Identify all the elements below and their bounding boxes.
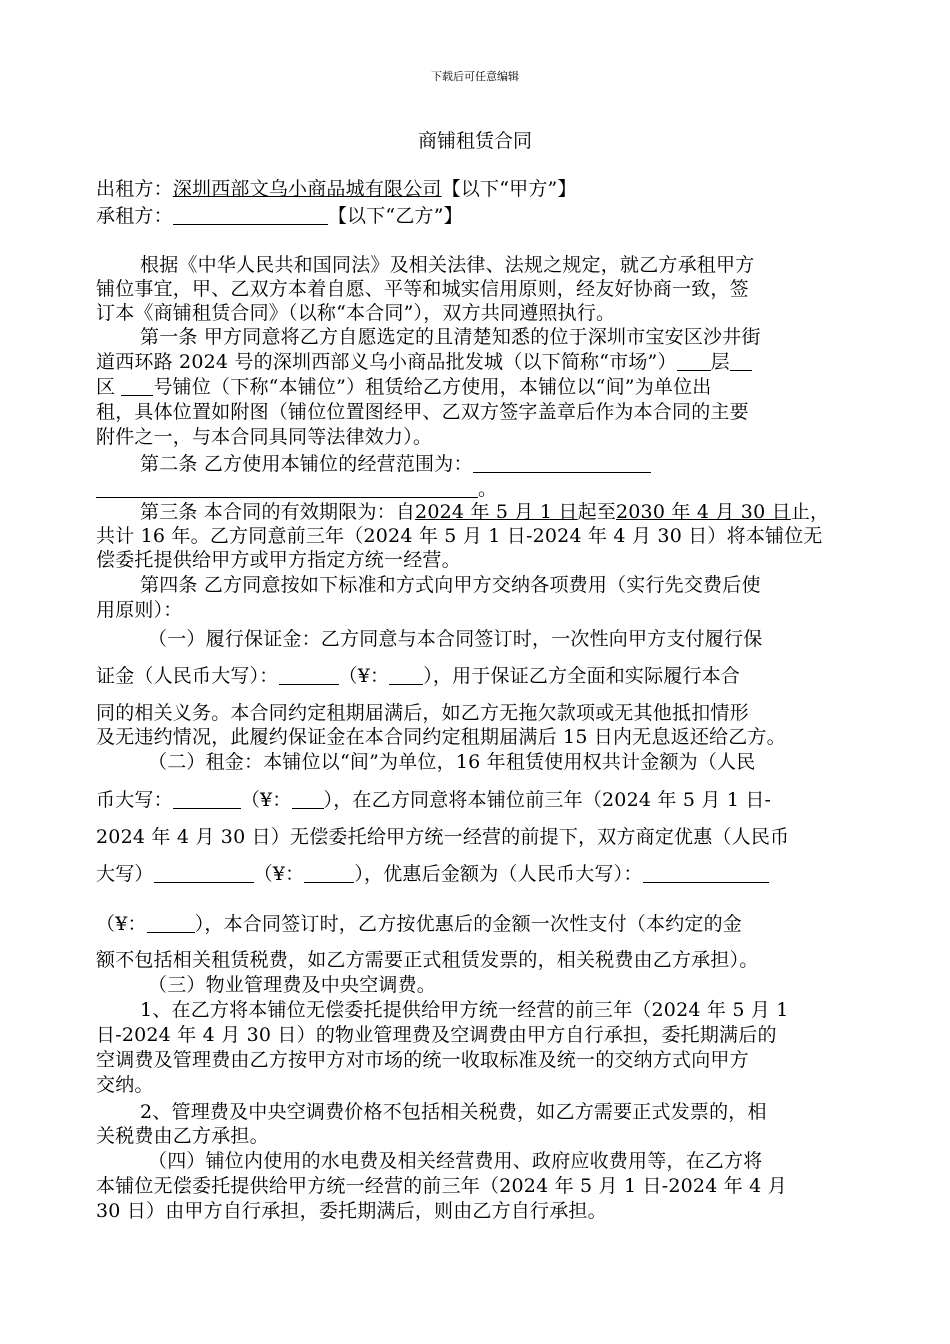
page-title: 商铺租赁合同 xyxy=(417,130,532,152)
start-date: 2024 年 5 月 1 日 xyxy=(415,501,578,523)
text-line: 订本《商铺租赁合同》（以称“本合同”），双方共同遵照执行。 xyxy=(96,302,616,324)
text-segment: ），本合同签订时，乙方按优惠后的金额一次性支付（本约定的金 xyxy=(194,913,743,935)
zone-blank xyxy=(730,351,752,371)
text-segment: （¥： xyxy=(338,665,390,687)
text-line: 及无违约情况，此履约保证金在本合同约定租期届满后 15 日内无息返还给乙方。 xyxy=(96,726,786,748)
lessee-blank xyxy=(173,205,328,225)
text-line xyxy=(140,449,651,476)
text-line: 同的相关义务。本合同约定租期届满后，如乙方无拖欠款项或无其他抵扣情形 xyxy=(96,702,749,724)
end-date: 2030 年 4 月 30 日 xyxy=(615,501,791,523)
discount-words-blank xyxy=(154,863,254,883)
text-line: 共计 16 年。乙方同意前三年（2024 年 5 月 1 日-2024 年 4 月 30 日）将本铺位无 xyxy=(96,525,823,547)
lessee-suffix: 【以下“乙方”】 xyxy=(327,205,463,227)
text-segment: 号铺位（下称“本铺位”）租赁给乙方使用，本铺位以“间”为单位出 xyxy=(153,376,712,398)
text-line xyxy=(96,785,771,812)
business-scope-blank-2 xyxy=(96,478,478,498)
lessor-suffix: 【以下“甲方”】 xyxy=(441,178,577,200)
text-segment: ），在乙方同意将本铺位前三年（2024 年 5 月 1 日- xyxy=(323,789,772,811)
text-line: 铺位事宜，甲、乙双方本着自愿、平等和城实信用原则，经友好协商一致，签 xyxy=(96,278,749,300)
text-line xyxy=(96,372,712,399)
text-segment: 证金（人民币大写）： xyxy=(96,665,279,687)
text-segment: （¥： xyxy=(253,863,305,885)
text-segment: 区 xyxy=(96,376,116,398)
floor-blank xyxy=(677,351,711,371)
lessor-name: 深圳西部文乌小商品城有限公司 xyxy=(172,178,442,200)
text-line: （三）物业管理费及中央空调费。 xyxy=(148,974,437,996)
text-line: 附件之一，与本合同具同等法律效力）。 xyxy=(96,426,433,448)
text-segment: ），用于保证乙方全面和实际履行本合 xyxy=(423,665,741,687)
text-line: 1、在乙方将本铺位无偿委托提供给甲方统一经营的前三年（2024 年 5 月 1 xyxy=(140,999,789,1021)
header-note: 下载后可任意编辑 xyxy=(431,70,519,83)
text-line xyxy=(96,909,742,936)
final-amount-blank xyxy=(147,913,195,933)
lessor-line xyxy=(96,174,577,201)
deposit-amount-blank xyxy=(389,665,423,685)
text-segment: 第三条 本合同的有效期限为：自 xyxy=(140,501,416,523)
lessor-label: 出租方： xyxy=(96,178,173,200)
text-segment: 层 xyxy=(710,351,730,373)
text-line: 第一条 甲方同意将乙方自愿选定的且清楚知悉的位于深圳市宝安区沙井街 xyxy=(140,326,761,348)
text-segment: 起至 xyxy=(577,501,616,523)
number-blank xyxy=(121,376,153,396)
text-segment: （¥： xyxy=(96,913,147,935)
text-segment: 。 xyxy=(478,478,498,500)
text-line: 本铺位无偿委托提供给甲方统一经营的前三年（2024 年 5 月 1 日-2024 年 4 月 xyxy=(96,1175,787,1197)
text-segment: 第二条 乙方使用本铺位的经营范围为： xyxy=(140,453,473,475)
text-line: 2024 年 4 月 30 日）无偿委托给甲方统一经营的前提下，双方商定优惠（人民币 xyxy=(96,826,790,848)
final-words-blank xyxy=(643,863,769,883)
text-line: 2、管理费及中央空调费价格不包括相关税费，如乙方需要正式发票的，相 xyxy=(140,1101,767,1123)
text-segment: 止， xyxy=(790,501,830,523)
text-line: （二）租金：本铺位以“间”为单位，16 年租赁使用权共计金额为（人民 xyxy=(148,751,756,773)
text-segment: （¥： xyxy=(240,789,292,811)
discount-amount-blank xyxy=(304,863,354,883)
text-line: 空调费及管理费由乙方按甲方对市场的统一收取标准及统一的交纳方式向甲方 xyxy=(96,1049,749,1071)
text-line: 30 日）由甲方自行承担，委托期满后，则由乙方自行承担。 xyxy=(96,1200,607,1222)
text-line xyxy=(96,347,752,374)
text-segment: 道西环路 2024 号的深圳西部义乌小商品批发城（以下简称“市场”） xyxy=(96,351,677,373)
text-line: 额不包括相关租赁税费，如乙方需要正式租赁发票的，相关税费由乙方承担）。 xyxy=(96,949,759,971)
text-line: 用原则）： xyxy=(96,599,183,621)
rent-amount-blank xyxy=(292,789,324,809)
text-line xyxy=(140,497,829,524)
text-line: （一）履行保证金：乙方同意与本合同签订时，一次性向甲方支付履行保 xyxy=(148,628,763,650)
text-line: 偿委托提供给甲方或甲方指定方统一经营。 xyxy=(96,549,461,571)
text-line: 日-2024 年 4 月 30 日）的物业管理费及空调费由甲方自行承担，委托期满后的 xyxy=(96,1024,777,1046)
text-segment: 币大写： xyxy=(96,789,173,811)
text-segment: ），优惠后金额为（人民币大写）： xyxy=(354,863,643,885)
text-line: 租，具体位置如附图（铺位位置图经甲、乙双方签字盖章后作为本合同的主要 xyxy=(96,401,749,423)
text-line: 关税费由乙方承担。 xyxy=(96,1125,269,1147)
text-segment: 大写） xyxy=(96,863,154,885)
text-line: 根据《中华人民共和国同法》及相关法律、法规之规定，就乙方承租甲方 xyxy=(140,254,755,276)
text-line xyxy=(96,859,769,886)
text-line: 第四条 乙方同意按如下标准和方式向甲方交纳各项费用（实行先交费后使 xyxy=(140,574,761,596)
lessee-line xyxy=(96,201,463,228)
deposit-words-blank xyxy=(279,665,339,685)
lessee-label: 承租方： xyxy=(96,205,173,227)
text-line xyxy=(96,661,740,688)
rent-words-blank xyxy=(173,789,241,809)
text-line: 交纳。 xyxy=(96,1074,154,1096)
text-line: （四）铺位内使用的水电费及相关经营费用、政府应收费用等，在乙方将 xyxy=(148,1150,763,1172)
business-scope-blank xyxy=(473,453,651,473)
